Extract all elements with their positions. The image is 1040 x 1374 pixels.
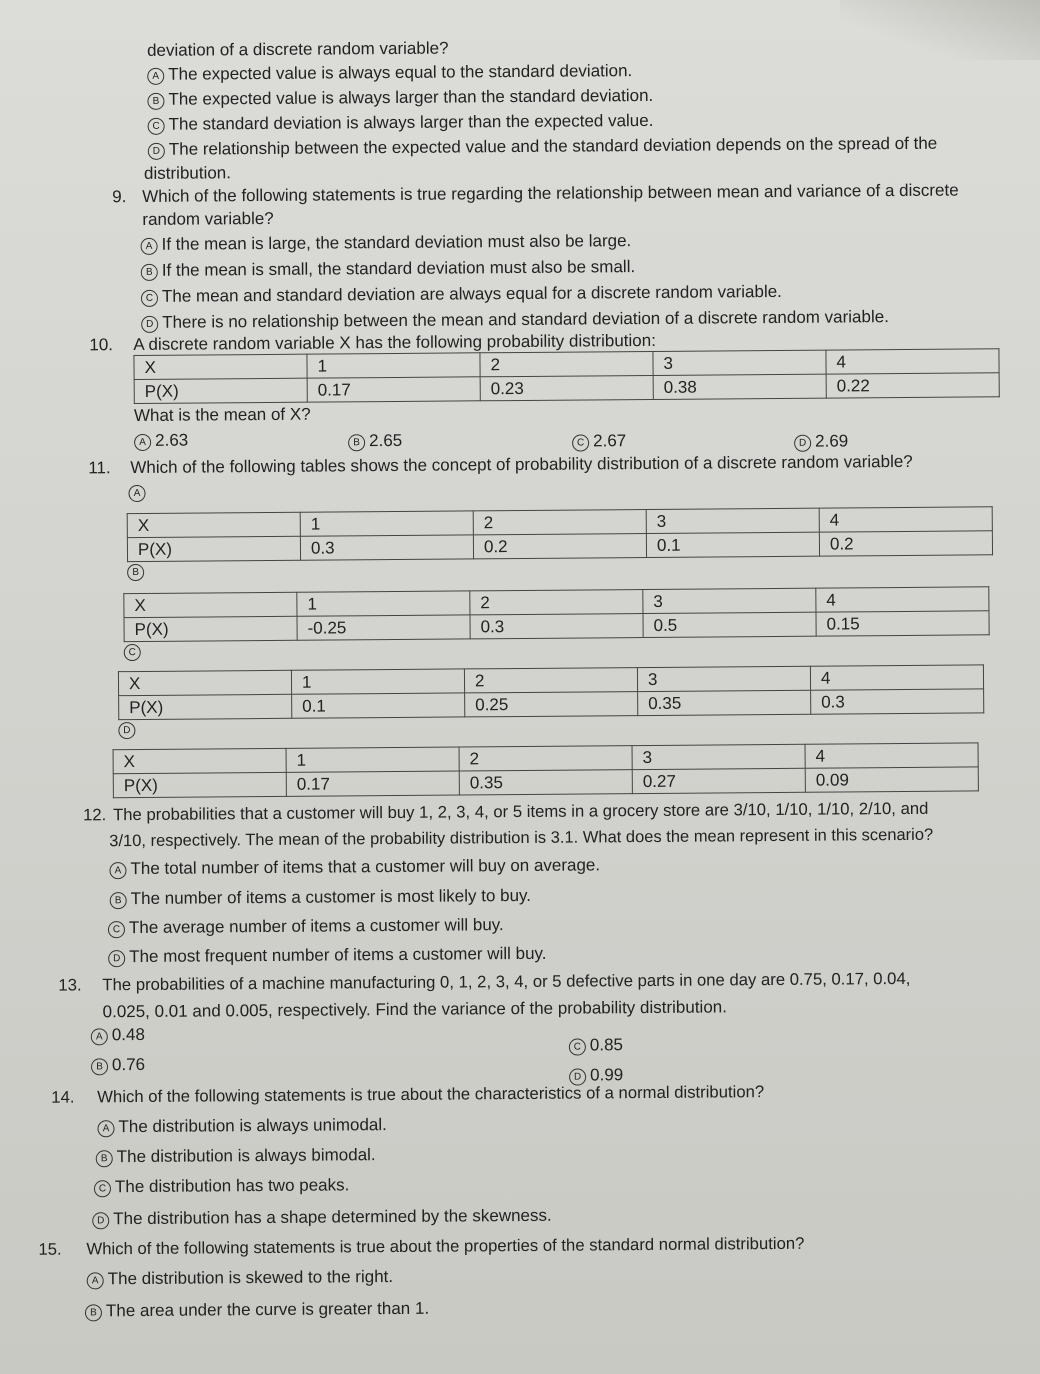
option-letter-badge: A xyxy=(91,1028,108,1045)
q10-option-a: A 2.63 xyxy=(134,431,188,451)
q10-distribution-table xyxy=(133,348,999,404)
option-letter-badge: B xyxy=(91,1058,108,1075)
q13-stem: 13. The probabilities of a machine manufacturing 0, 1, 2, 3, 4, or 5 defective parts in one day are 0.75, 0.17, 0.04, xyxy=(58,968,911,995)
table-cell: -0.25 xyxy=(297,615,470,640)
q12-stem-line2: 3/10, respectively. The mean of the probability distribution is 3.1. What does the mean represent in this scenario? xyxy=(109,825,934,851)
option-letter-badge: B xyxy=(85,1304,102,1321)
option-letter-badge: C xyxy=(569,1038,586,1055)
table-cell: X xyxy=(113,748,286,773)
table-cell: 0.15 xyxy=(816,611,989,636)
table-cell: 2 xyxy=(470,590,643,615)
q8-stem-end: deviation of a discrete random variable? xyxy=(146,38,449,60)
q11-option-c-table xyxy=(118,664,984,720)
q9-option-a: A If the mean is large, the standard deviation must also be large. xyxy=(140,231,631,255)
option-letter-badge: A xyxy=(97,1120,114,1137)
q14-number: 14. xyxy=(51,1087,75,1107)
table-cell: X xyxy=(134,354,307,379)
option-letter-badge: C xyxy=(148,118,165,135)
table-cell: 1 xyxy=(307,353,480,378)
table-cell: 1 xyxy=(297,591,470,616)
table-cell: 2 xyxy=(464,668,637,693)
table-cell: P(X) xyxy=(119,694,292,719)
q13-option-b: B 0.76 xyxy=(91,1055,145,1075)
table-cell: 3 xyxy=(653,350,826,375)
option-letter-badge: B xyxy=(348,434,365,451)
q10-question: What is the mean of X? xyxy=(133,404,311,426)
q11-option-a-label xyxy=(128,482,149,502)
option-letter-badge: D xyxy=(794,435,811,452)
option-letter-badge: D xyxy=(92,1212,109,1229)
table-cell: 1 xyxy=(291,669,464,694)
q8-option-b: B The expected value is always larger than the standard deviation. xyxy=(147,86,653,110)
q8-option-c: C The standard deviation is always larger than the expected value. xyxy=(148,111,654,135)
q13-stem-line2: 0.025, 0.01 and 0.005, respectively. Find the variance of the probability distribution. xyxy=(102,997,727,1022)
table-cell: 0.3 xyxy=(811,689,984,714)
table-cell: 0.35 xyxy=(459,770,632,795)
q9-option-c: C The mean and standard deviation are always equal for a discrete random variable. xyxy=(141,282,782,307)
q14-stem: 14. Which of the following statements is true about the characteristics of a normal distribution? xyxy=(51,1082,765,1107)
q14-option-a: A The distribution is always unimodal. xyxy=(97,1115,387,1137)
q15-option-a: A The distribution is skewed to the right. xyxy=(87,1267,394,1289)
option-letter-badge: C xyxy=(572,434,589,451)
q12-option-d: D The most frequent number of items a customer will buy. xyxy=(108,944,546,967)
option-letter-badge: B xyxy=(127,564,144,581)
q11-number: 11. xyxy=(88,458,111,478)
table-cell: P(X) xyxy=(113,772,286,797)
table-cell: 3 xyxy=(646,508,819,533)
q11-option-d-label xyxy=(118,719,139,739)
table-cell: 2 xyxy=(473,510,646,535)
q12-stem: 12. The probabilities that a customer will buy 1, 2, 3, 4, or 5 items in a grocery store are 3/10, 1/10, 1/10, 2/10, and xyxy=(82,798,929,825)
q12-option-b: B The number of items a customer is most likely to buy. xyxy=(110,886,531,909)
option-letter-badge: A xyxy=(147,68,164,85)
q13-option-a: A 0.48 xyxy=(91,1025,145,1045)
q15-number: 15. xyxy=(38,1239,62,1259)
table-cell: 0.17 xyxy=(286,771,459,796)
q11-option-d-table xyxy=(113,742,979,798)
table-cell: 0.2 xyxy=(819,531,992,556)
option-letter-badge: B xyxy=(141,264,158,281)
option-letter-badge: D xyxy=(108,950,125,967)
table-cell: 4 xyxy=(805,743,978,768)
q12-option-c: C The average number of items a customer will buy. xyxy=(108,915,504,938)
q11-option-a-table xyxy=(127,506,993,562)
q8-option-d-cont: distribution. xyxy=(143,163,232,183)
table-cell: 2 xyxy=(459,746,632,771)
q13-option-c: C 0.85 xyxy=(569,1035,623,1055)
q15-stem: 15. Which of the following statements is true about the properties of the standard normal distribution? xyxy=(38,1233,805,1259)
option-letter-badge: A xyxy=(134,434,151,451)
table-cell: 0.1 xyxy=(292,693,465,718)
q13-number: 13. xyxy=(58,975,82,995)
q10-option-d: D 2.69 xyxy=(794,431,848,451)
option-letter-badge: D xyxy=(148,143,165,160)
table-cell: 3 xyxy=(637,666,810,691)
table-cell: 1 xyxy=(286,747,459,772)
table-cell: 0.2 xyxy=(473,534,646,559)
q10-option-c: C 2.67 xyxy=(572,431,626,451)
table-cell: X xyxy=(127,512,300,537)
q9-number: 9. xyxy=(112,187,127,207)
option-letter-badge: C xyxy=(124,644,141,661)
q9-stem: 9. Which of the following statements is true regarding the relationship between mean and variance of a discrete xyxy=(112,180,959,207)
table-cell: 0.22 xyxy=(826,373,999,398)
table-cell: 0.1 xyxy=(646,532,819,557)
option-letter-badge: C xyxy=(108,921,125,938)
option-letter-badge: A xyxy=(141,238,158,255)
option-letter-badge: C xyxy=(94,1180,111,1197)
table-cell: 0.35 xyxy=(638,690,811,715)
table-cell: 0.17 xyxy=(307,377,480,402)
q11-option-c-label xyxy=(124,641,145,661)
table-cell: 0.3 xyxy=(470,614,643,639)
table-cell: 1 xyxy=(300,511,473,536)
table-cell: 4 xyxy=(810,665,983,690)
table-cell: P(X) xyxy=(124,616,297,641)
q11-option-b-label xyxy=(127,561,148,581)
option-letter-badge: D xyxy=(141,316,158,333)
table-cell: 0.23 xyxy=(480,375,653,400)
q12-option-a: A The total number of items that a customer will buy on average. xyxy=(109,855,600,879)
q11-option-b-table xyxy=(123,586,989,642)
table-cell: 3 xyxy=(643,588,816,613)
q9-option-d: D There is no relationship between the mean and standard deviation of a discrete random variable. xyxy=(141,307,889,333)
table-cell: 4 xyxy=(816,587,989,612)
option-letter-badge: A xyxy=(87,1272,104,1289)
q12-number: 12. xyxy=(82,805,107,825)
table-cell: 0.25 xyxy=(465,692,638,717)
option-letter-badge: C xyxy=(141,290,158,307)
table-cell: 2 xyxy=(480,351,653,376)
table-cell: 3 xyxy=(632,744,805,769)
option-letter-badge: A xyxy=(128,485,145,502)
q14-option-c: C The distribution has two peaks. xyxy=(94,1175,350,1197)
q15-option-b: B The area under the curve is greater than 1. xyxy=(85,1299,429,1322)
table-cell: 0.38 xyxy=(653,374,826,399)
q8-option-d: D The relationship between the expected value and the standard deviation depends on the spread of the xyxy=(148,134,938,160)
q11-stem: 11. Which of the following tables shows the concept of probability distribution of a discrete random variable? xyxy=(88,451,913,478)
table-cell: 4 xyxy=(819,507,992,532)
q9-option-b: B If the mean is small, the standard deviation must also be small. xyxy=(141,257,636,281)
option-letter-badge: B xyxy=(147,93,164,110)
table-cell: P(X) xyxy=(134,378,307,403)
q8-option-a: A The expected value is always equal to the standard deviation. xyxy=(147,61,632,85)
option-letter-badge: D xyxy=(118,722,135,739)
q10-option-b: B 2.65 xyxy=(348,431,402,451)
table-cell: 0.27 xyxy=(632,768,805,793)
table-cell: X xyxy=(118,670,291,695)
q13-option-d: D 0.99 xyxy=(569,1065,623,1085)
q10-stem: 10. A discrete random variable X has the following probability distribution: xyxy=(89,330,656,355)
option-letter-badge: B xyxy=(96,1150,113,1167)
table-cell: 0.09 xyxy=(805,767,978,792)
table-cell: 0.5 xyxy=(643,612,816,637)
table-cell: X xyxy=(124,592,297,617)
option-letter-badge: B xyxy=(110,892,127,909)
option-letter-badge: A xyxy=(109,862,126,879)
q9-stem-line2: random variable? xyxy=(142,208,274,229)
table-cell: P(X) xyxy=(127,536,300,561)
q14-option-b: B The distribution is always bimodal. xyxy=(96,1145,376,1167)
table-cell: 0.3 xyxy=(300,535,473,560)
q14-option-d: D The distribution has a shape determined by the skewness. xyxy=(92,1206,552,1230)
option-letter-badge: D xyxy=(569,1068,586,1085)
table-cell: 4 xyxy=(826,349,999,374)
q10-number: 10. xyxy=(89,335,114,355)
